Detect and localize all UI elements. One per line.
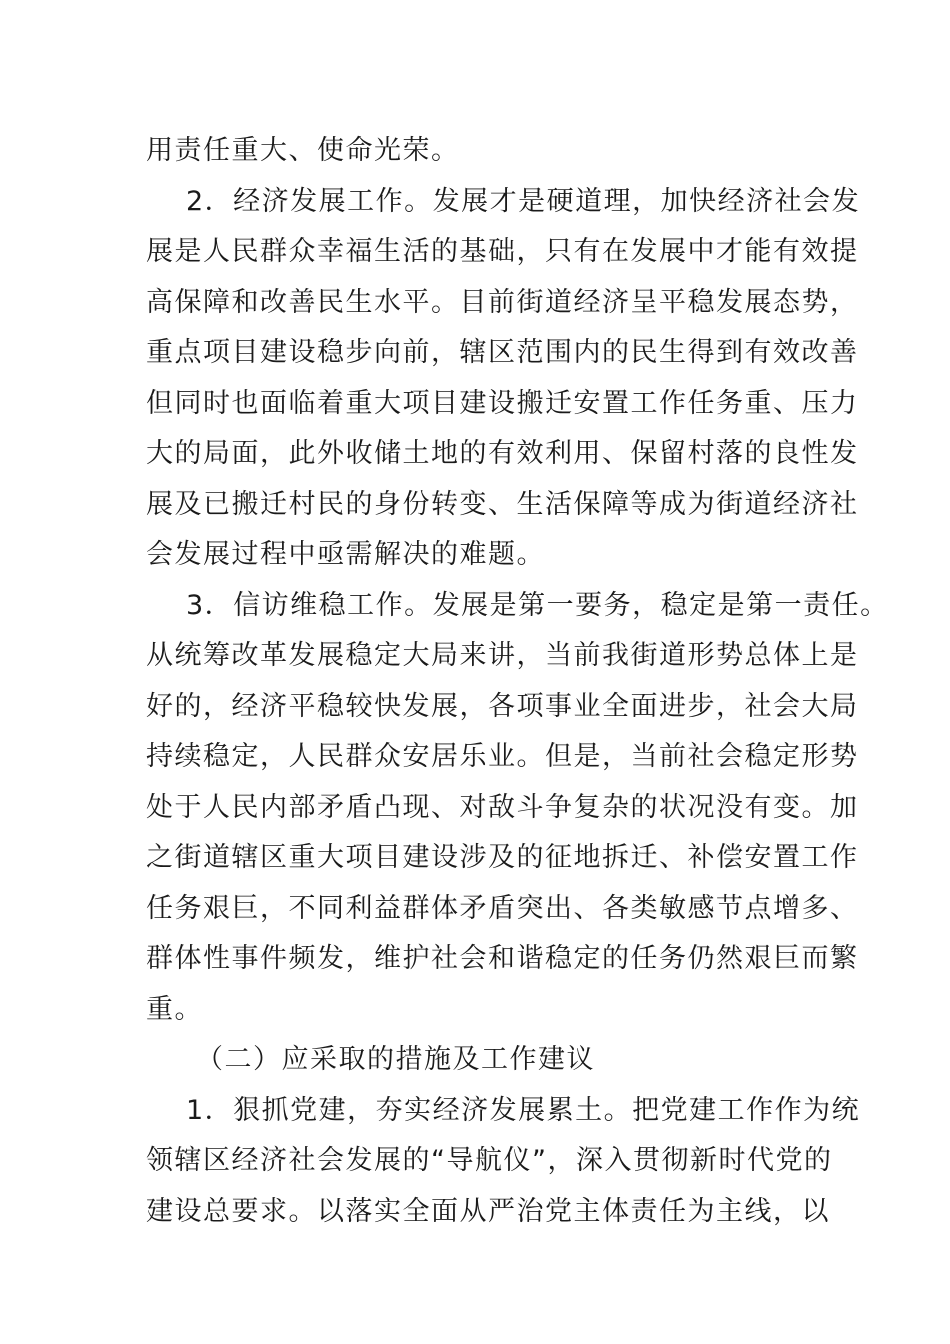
text-line: 群体性事件频发，维护社会和谐稳定的任务仍然艰巨而繁 xyxy=(146,943,859,974)
text-line: 重。 xyxy=(146,993,203,1025)
paragraph-3-heading-line: 3．信访维稳工作。发展是第一要务，稳定是第一责任。 xyxy=(186,589,889,621)
text-line: 持续稳定，人民群众安居乐业。但是，当前社会稳定形势 xyxy=(146,741,859,772)
text-line: 重点项目建设稳步向前，辖区范围内的民生得到有效改善 xyxy=(146,337,859,368)
text-line: 领辖区经济社会发展的“导航仪”，深入贯彻新时代党的 xyxy=(146,1145,833,1176)
text-line: 大的局面，此外收储土地的有效利用、保留村落的良性发 xyxy=(146,438,859,469)
text-line: 会发展过程中亟需解决的难题。 xyxy=(146,539,545,570)
text-line: 处于人民内部矛盾凸现、对敌斗争复杂的状况没有变。加 xyxy=(146,791,859,823)
text-line: 任务艰巨，不同利益群体矛盾突出、各类敏感节点增多、 xyxy=(146,892,859,924)
measure-1-heading-line: 1．狠抓党建，夯实经济发展累土。把党建工作作为统 xyxy=(186,1094,861,1126)
paragraph-2-heading-line: 2．经济发展工作。发展才是硬道理，加快经济社会发 xyxy=(186,185,861,217)
text-line: 之街道辖区重大项目建设涉及的征地拆迁、补偿安置工作 xyxy=(146,842,859,873)
text-line: 展及已搬迁村民的身份转变、生活保障等成为街道经济社 xyxy=(146,488,859,520)
text-line: 用责任重大、使命光荣。 xyxy=(146,135,460,166)
text-line: 但同时也面临着重大项目建设搬迁安置工作任务重、压力 xyxy=(146,387,859,419)
text-line: 展是人民群众幸福生活的基础，只有在发展中才能有效提 xyxy=(146,236,859,267)
text-line: 从统筹改革发展稳定大局来讲，当前我街道形势总体上是 xyxy=(146,640,859,671)
section-heading: （二）应采取的措施及工作建议 xyxy=(196,1044,595,1075)
document-body xyxy=(146,126,889,1237)
text-line: 建设总要求。以落实全面从严治党主体责任为主线，以 xyxy=(146,1195,830,1227)
text-line: 高保障和改善民生水平。目前街道经济呈平稳发展态势， xyxy=(146,286,859,318)
text-line: 好的，经济平稳较快发展，各项事业全面进步，社会大局 xyxy=(146,690,859,722)
